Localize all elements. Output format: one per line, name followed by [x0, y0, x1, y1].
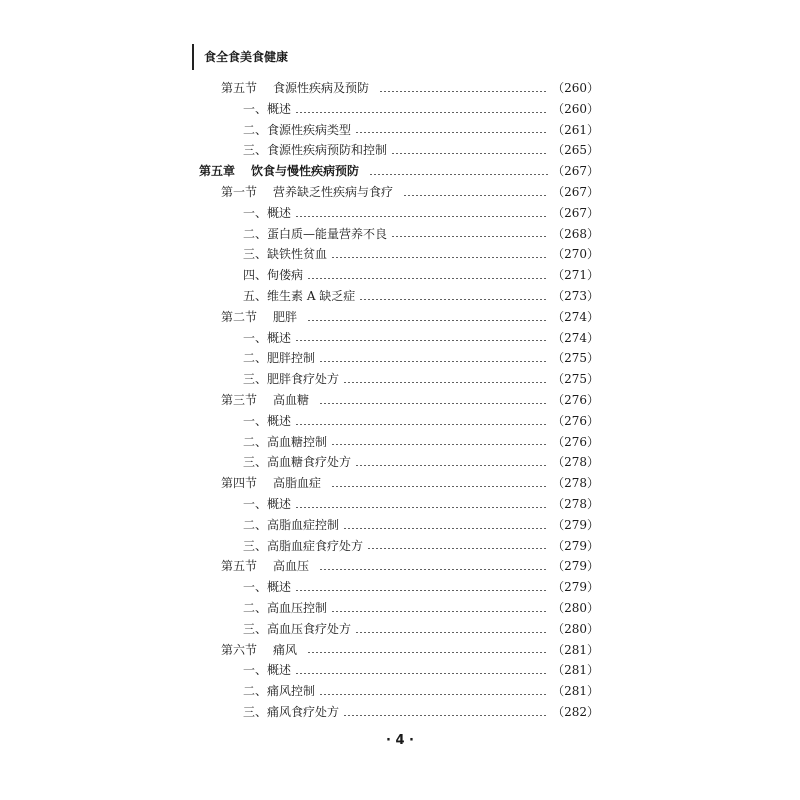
running-header	[192, 44, 288, 70]
toc-item-row	[199, 265, 599, 286]
toc-entry-title	[243, 702, 339, 723]
toc-entry-page: （279）	[552, 559, 599, 574]
toc-entry-title	[243, 619, 351, 640]
toc-entry-title	[221, 307, 297, 328]
toc-entry-text: 三、痛风食疗处方	[243, 704, 340, 719]
toc-entry-page: （276）	[552, 392, 599, 407]
toc-entry-title	[243, 432, 327, 453]
toc-entry-text: 三、肥胖食疗处方	[243, 372, 340, 387]
toc-entry-page: （268）	[552, 226, 599, 241]
dot-leader	[295, 112, 548, 113]
toc-entry-title	[243, 328, 291, 349]
toc-entry-title	[221, 556, 309, 577]
toc-entry-page: （278）	[552, 455, 599, 470]
toc-item-row	[199, 660, 599, 681]
toc-entry-number: 第二节	[221, 309, 258, 324]
dot-leader	[331, 486, 548, 487]
dot-leader	[319, 361, 548, 362]
toc-item-row	[199, 515, 599, 536]
toc-entry-title	[221, 473, 321, 494]
toc-item-row	[199, 702, 599, 723]
toc-entry-number: 第六节	[221, 642, 258, 657]
toc-item-row	[199, 577, 599, 598]
toc-entry-text: 肥胖	[273, 309, 298, 324]
toc-entry-title	[221, 390, 309, 411]
dot-leader	[343, 382, 548, 383]
toc-entry-page: （279）	[552, 580, 599, 595]
toc-entry-page: （282）	[552, 704, 599, 719]
toc-entry-number: 第五章	[199, 164, 236, 179]
toc-entry-page: （267）	[552, 205, 599, 220]
toc-item-row	[199, 244, 599, 265]
toc-section-row	[199, 182, 599, 203]
toc-entry-title	[221, 182, 393, 203]
dot-leader	[403, 195, 548, 196]
dot-leader	[295, 340, 548, 341]
toc-entry-text: 二、高脂血症控制	[243, 517, 340, 532]
toc-entry-text: 一、概述	[243, 663, 292, 678]
toc-entry-text: 食源性疾病及预防	[273, 81, 370, 95]
toc-entry-text: 高脂血症	[273, 476, 322, 491]
toc-entry-page: （273）	[552, 288, 599, 303]
toc-entry-title	[243, 515, 339, 536]
toc-entry-title	[243, 536, 363, 557]
toc-entry-title	[243, 224, 387, 245]
toc-entry-text: 高血糖	[273, 392, 310, 407]
dot-leader	[319, 403, 548, 404]
toc-entry-title	[243, 452, 351, 473]
toc-entry-title	[243, 660, 291, 681]
toc-entry-page: （278）	[552, 476, 599, 491]
toc-entry-text: 二、高血糖控制	[243, 434, 328, 449]
toc-item-row	[199, 328, 599, 349]
toc-entry-number: 第一节	[221, 184, 258, 199]
toc-item-row	[199, 348, 599, 369]
toc-section-row	[199, 390, 599, 411]
toc-entry-text: 饮食与慢性疾病预防	[251, 164, 360, 179]
toc-entry-title	[243, 411, 291, 432]
toc-item-row	[199, 536, 599, 557]
toc-entry-page: （279）	[552, 517, 599, 532]
toc-entry-text: 二、肥胖控制	[243, 351, 316, 366]
dot-leader	[391, 236, 548, 237]
dot-leader	[391, 153, 548, 154]
toc-item-row	[199, 681, 599, 702]
dot-leader	[379, 91, 548, 92]
toc-entry-title	[243, 598, 327, 619]
dot-leader	[343, 528, 548, 529]
toc-entry-page: （271）	[552, 268, 599, 283]
toc-entry-page: （279）	[552, 538, 599, 553]
dot-leader	[367, 548, 548, 549]
toc-entry-page: （281）	[552, 684, 599, 699]
toc-entry-text: 营养缺乏性疾病与食疗	[273, 184, 394, 199]
dot-leader	[343, 715, 548, 716]
toc-entry-text: 二、食源性疾病类型	[243, 122, 352, 137]
toc-item-row	[199, 452, 599, 473]
dot-leader	[369, 174, 548, 175]
toc-entry-page: （280）	[552, 600, 599, 615]
toc-entry-number: 第五节	[221, 81, 258, 95]
toc-item-row	[199, 369, 599, 390]
toc-entry-page: （281）	[552, 663, 599, 678]
toc-item-row	[199, 224, 599, 245]
toc-entry-title	[243, 348, 315, 369]
toc-entry-page: （274）	[552, 309, 599, 324]
toc-entry-title	[199, 161, 359, 182]
running-title: 食全食美食健康	[204, 50, 289, 64]
dot-leader	[295, 424, 548, 425]
dot-leader	[355, 632, 548, 633]
toc-item-row	[199, 99, 599, 120]
toc-entry-page: （260）	[552, 101, 599, 116]
dot-leader	[319, 569, 548, 570]
toc-entry-page: （265）	[552, 143, 599, 158]
toc-entry-number: 第五节	[221, 559, 258, 574]
dot-leader	[319, 694, 548, 695]
dot-leader	[331, 444, 548, 445]
toc-entry-page: （275）	[552, 351, 599, 366]
toc-section-row	[199, 473, 599, 494]
toc-entry-page: （280）	[552, 621, 599, 636]
toc-entry-text: 三、高血压食疗处方	[243, 621, 352, 636]
dot-leader	[331, 257, 548, 258]
dot-leader	[307, 278, 548, 279]
dot-leader	[355, 132, 548, 133]
toc-entry-text: 一、概述	[243, 205, 292, 220]
toc-item-row	[199, 432, 599, 453]
table-of-contents	[199, 78, 599, 723]
toc-entry-page: （276）	[552, 413, 599, 428]
toc-entry-page: （275）	[552, 372, 599, 387]
toc-entry-title	[243, 577, 291, 598]
toc-entry-text: 一、概述	[243, 413, 292, 428]
toc-entry-text: 一、概述	[243, 496, 292, 511]
toc-entry-number: 第四节	[221, 476, 258, 491]
toc-entry-title	[243, 140, 387, 161]
toc-item-row	[199, 598, 599, 619]
toc-entry-title	[243, 203, 291, 224]
toc-entry-text: 四、佝偻病	[243, 268, 304, 283]
toc-entry-number: 第三节	[221, 392, 258, 407]
dot-leader	[295, 507, 548, 508]
toc-entry-page: （260）	[552, 81, 599, 95]
toc-entry-text: 一、概述	[243, 580, 292, 595]
toc-entry-text: 一、概述	[243, 330, 292, 345]
toc-entry-page: （278）	[552, 496, 599, 511]
dot-leader	[331, 611, 548, 612]
toc-item-row	[199, 140, 599, 161]
toc-chapter-row	[199, 161, 599, 182]
toc-item-row	[199, 619, 599, 640]
page-number: · 4 ·	[386, 733, 414, 748]
toc-entry-title	[243, 265, 303, 286]
toc-entry-page: （261）	[552, 122, 599, 137]
toc-entry-page: （270）	[552, 247, 599, 262]
toc-item-row	[199, 494, 599, 515]
toc-entry-text: 三、食源性疾病预防和控制	[243, 143, 388, 158]
toc-entry-title	[221, 640, 297, 661]
toc-entry-title	[243, 99, 291, 120]
toc-entry-title	[243, 120, 351, 141]
toc-entry-text: 一、概述	[243, 101, 292, 116]
dot-leader	[295, 590, 548, 591]
toc-entry-page: （267）	[552, 164, 599, 179]
toc-entry-text: 三、高脂血症食疗处方	[243, 538, 364, 553]
toc-entry-page: （267）	[552, 184, 599, 199]
toc-section-row	[199, 307, 599, 328]
dot-leader	[355, 465, 548, 466]
toc-section-row	[199, 640, 599, 661]
dot-leader	[359, 299, 548, 300]
toc-entry-title	[243, 244, 327, 265]
toc-entry-text: 二、高血压控制	[243, 600, 328, 615]
dot-leader	[307, 320, 548, 321]
toc-entry-page: （276）	[552, 434, 599, 449]
dot-leader	[295, 216, 548, 217]
toc-entry-text: 痛风	[273, 642, 298, 657]
toc-entry-text: 二、蛋白质—能量营养不良	[243, 226, 388, 241]
toc-entry-title	[221, 78, 369, 99]
toc-entry-title	[243, 286, 355, 307]
toc-item-row	[199, 286, 599, 307]
dot-leader	[307, 652, 548, 653]
toc-item-row	[199, 203, 599, 224]
toc-entry-title	[243, 369, 339, 390]
toc-entry-title	[243, 494, 291, 515]
toc-section-row	[199, 78, 599, 99]
toc-item-row	[199, 411, 599, 432]
toc-entry-page: （281）	[552, 642, 599, 657]
toc-entry-text: 高血压	[273, 559, 310, 574]
toc-section-row	[199, 556, 599, 577]
toc-entry-text: 二、痛风控制	[243, 684, 316, 699]
toc-entry-text: 五、维生素 A 缺乏症	[243, 288, 356, 303]
dot-leader	[295, 673, 548, 674]
toc-entry-title	[243, 681, 315, 702]
toc-item-row	[199, 120, 599, 141]
toc-entry-text: 三、高血糖食疗处方	[243, 455, 352, 470]
toc-entry-page: （274）	[552, 330, 599, 345]
toc-entry-text: 三、缺铁性贫血	[243, 247, 328, 262]
